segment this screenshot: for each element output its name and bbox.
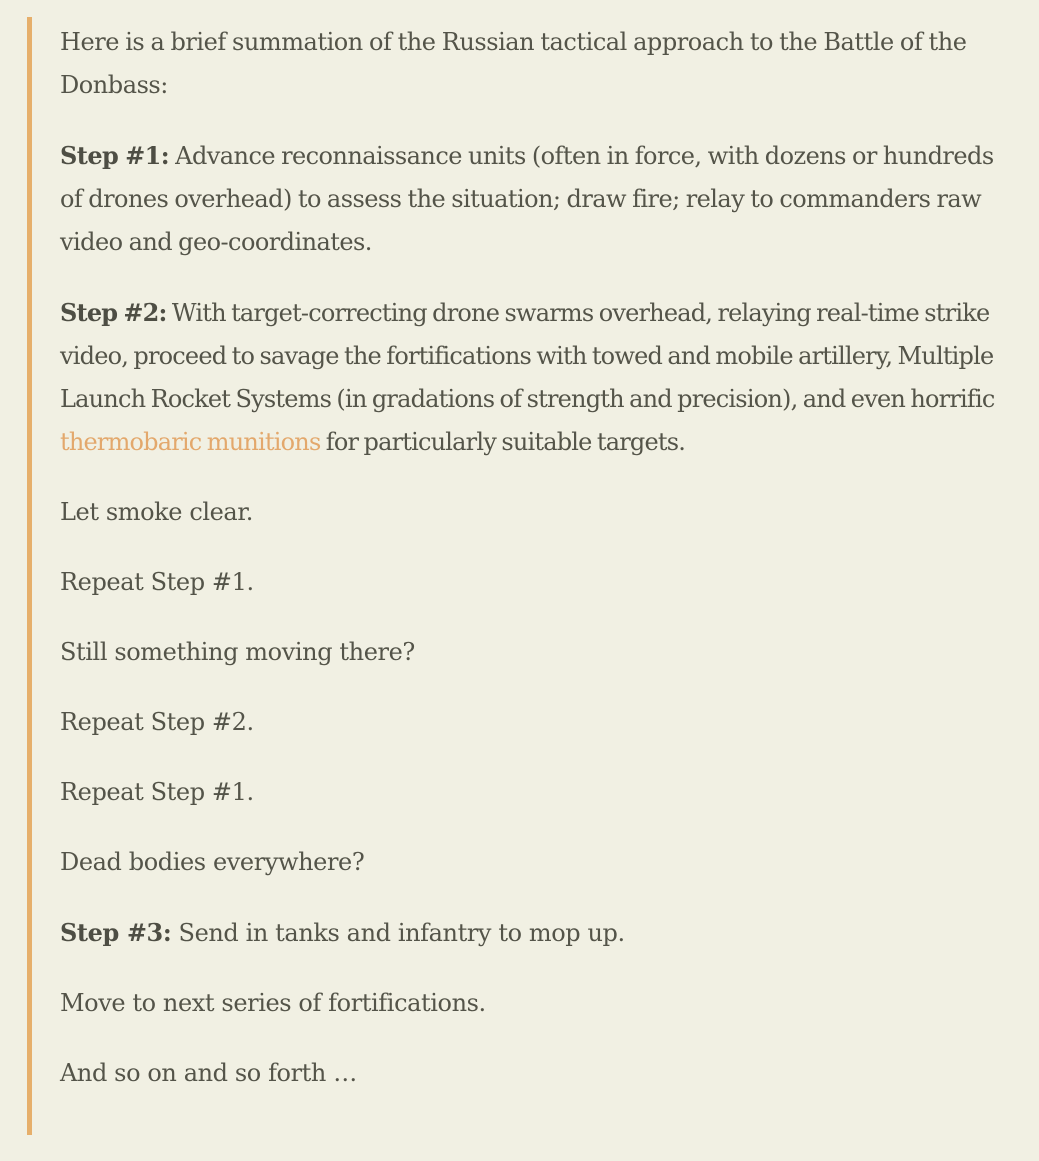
step-2-label: Step #2: xyxy=(60,298,167,327)
step-3-label: Step #3: xyxy=(60,918,172,947)
step-3-text: Send in tanks and infantry to mop up. xyxy=(171,919,625,947)
step-1-paragraph xyxy=(60,134,1017,264)
blockquote xyxy=(27,17,1017,1135)
thermobaric-munitions-link[interactable]: thermobaric munitions xyxy=(60,428,321,456)
intro-paragraph: Here is a brief summation of the Russian tactical approach to the Battle of the Donbass: xyxy=(60,28,967,99)
dead-bodies-line: Dead bodies everywhere? xyxy=(60,848,365,876)
step-2-paragraph xyxy=(60,291,1017,464)
step-1-text: Advance reconnaissance units (often in force, with dozens or hundreds of drones overhead) to assess the situation; draw fire; relay to commanders raw video and geo-coordinates. xyxy=(60,142,994,256)
next-fortifications-line: Move to next series of fortifications. xyxy=(60,989,486,1017)
step-3-paragraph xyxy=(60,911,1017,955)
step-2-text-before: With target-correcting drone swarms overhead, relaying real-time strike video, proceed to savage the fortifications with towed and mobile artillery, Multiple Launch Rocket Systems (in gradations of strength and precision), and even horrific xyxy=(60,299,995,413)
step-1-label: Step #1: xyxy=(60,141,170,170)
repeat-step-1-again-line: Repeat Step #1. xyxy=(60,778,254,806)
step-2-text-after: for particularly suitable targets. xyxy=(320,428,686,456)
repeat-step-1-line: Repeat Step #1. xyxy=(60,568,254,596)
so-on-line: And so on and so forth … xyxy=(60,1059,357,1087)
repeat-step-2-line: Repeat Step #2. xyxy=(60,708,254,736)
let-smoke-clear-line: Let smoke clear. xyxy=(60,498,254,526)
still-moving-line: Still something moving there? xyxy=(60,638,415,666)
